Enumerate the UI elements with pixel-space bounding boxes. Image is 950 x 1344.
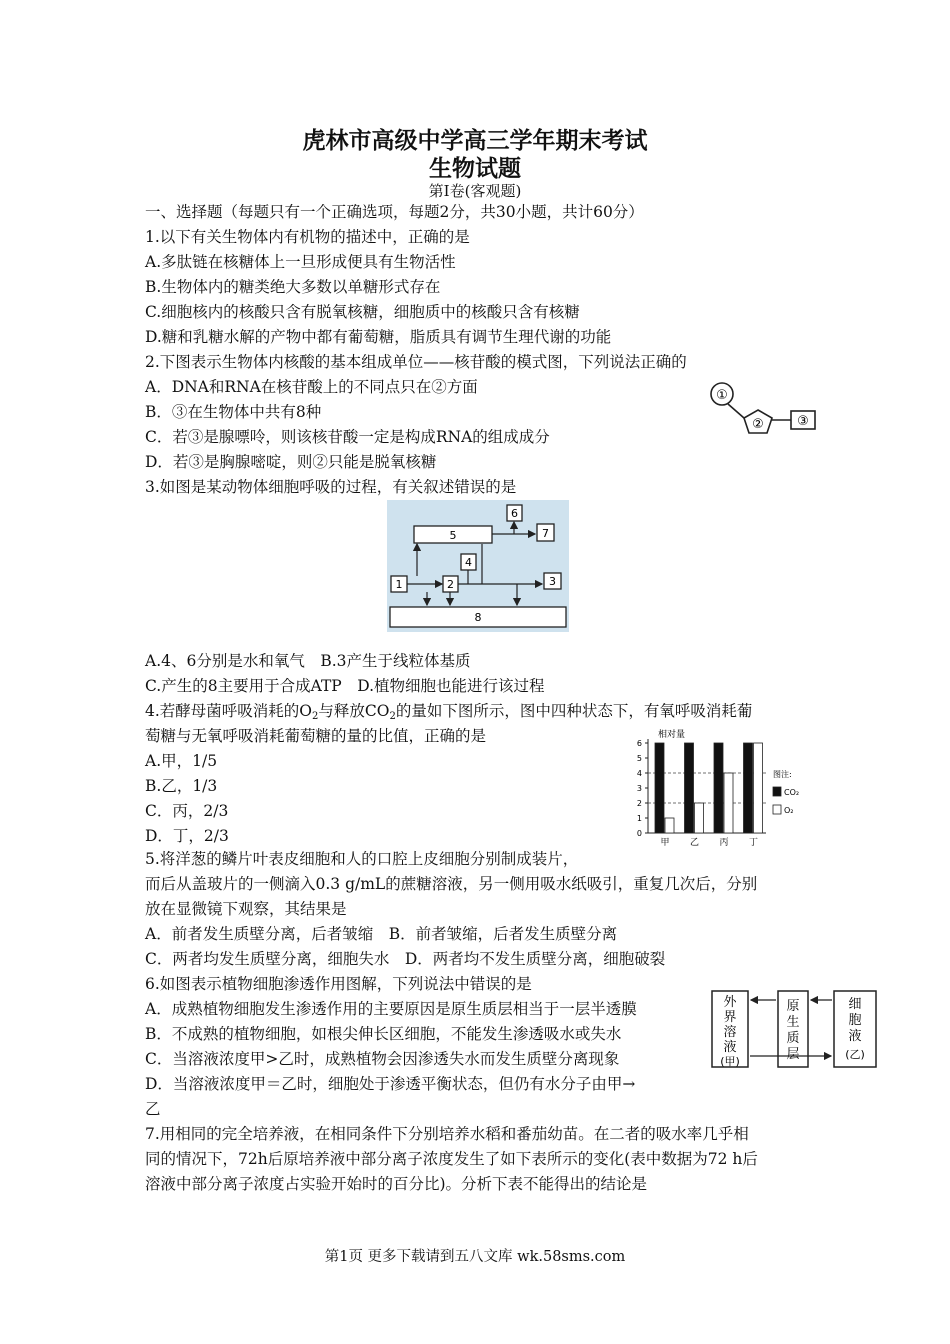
y-tick-label: 4 <box>636 769 642 778</box>
q3-options-line1: A.4、6分别是水和氧气 B.3产生于线粒体基质 <box>145 652 471 670</box>
q4-stem-pre: 4.若酵母菌呼吸消耗的O <box>145 702 312 720</box>
q3-options-line2: C.产生的8主要用于合成ATP D.植物细胞也能进行该过程 <box>145 677 545 695</box>
q5-options-line1: A．前者发生质壁分离，后者皱缩 B．前者皱缩，后者发生质壁分离 <box>145 925 618 943</box>
label-2: ② <box>752 417 764 432</box>
label-1: ① <box>716 388 728 403</box>
q4-stem <box>145 700 752 728</box>
exam-subtitle: 生物试题 <box>429 155 521 182</box>
y-tick-label: 6 <box>636 739 642 748</box>
label-6: 6 <box>511 507 518 520</box>
exam-title: 虎林市高级中学高三学年期末考试 <box>302 127 648 154</box>
q2-option-a: A．DNA和RNA在核苷酸上的不同点只在②方面 <box>145 378 478 396</box>
q6-option-d-tail: 乙 <box>145 1100 161 1118</box>
osmosis-diagram <box>708 988 880 1070</box>
q1-option-c: C.细胞核内的核酸只含有脱氧核糖，细胞质中的核酸只含有核糖 <box>145 303 580 321</box>
legend-swatch <box>773 805 781 814</box>
q2-option-d: D．若③是胸腺嘧啶，则②只能是脱氧核糖 <box>145 453 437 471</box>
q3-stem: 3.如图是某动物体细胞呼吸的过程，有关叙述错误的是 <box>145 478 517 496</box>
legend-title: 图注: <box>773 770 792 779</box>
inner-char: 胞 <box>848 1013 862 1028</box>
y-tick-label: 2 <box>636 799 642 808</box>
middle-char: 生 <box>786 1015 800 1030</box>
label-1: 1 <box>395 578 403 591</box>
outer-char: 外 <box>723 995 737 1010</box>
q2-stem: 2.下图表示生物体内核酸的基本组成单位——核苷酸的模式图，下列说法正确的 <box>145 353 687 371</box>
outer-char: (甲) <box>720 1055 740 1068</box>
legend-label: O₂ <box>784 806 794 815</box>
legend-label: CO₂ <box>784 788 800 797</box>
q1-stem: 1.以下有关生物体内有机物的描述中，正确的是 <box>145 228 470 246</box>
bar-co2 <box>714 743 723 833</box>
outer-char: 界 <box>723 1010 737 1025</box>
q1-option-a: A.多肽链在核糖体上一旦形成便具有生物活性 <box>145 253 456 271</box>
outer-char: 液 <box>723 1040 737 1055</box>
q2-option-c: C．若③是腺嘌呤，则该核苷酸一定是构成RNA的组成成分 <box>145 428 550 446</box>
q4-option-d: D．丁，2/3 <box>145 827 229 845</box>
q4-stem-post: 的量如下图所示，图中四种状态下，有氧呼吸消耗葡 <box>395 702 753 720</box>
x-tick-label: 丙 <box>719 838 729 848</box>
q5-stem-line2: 而后从盖玻片的一侧滴入0.3 g/mL的蔗糖溶液，另一侧用吸水纸吸引，重复几次后，分别 <box>145 875 758 893</box>
q4-option-a: A.甲，1/5 <box>145 752 218 770</box>
middle-char: 原 <box>786 999 800 1014</box>
respiration-diagram <box>387 500 569 632</box>
q6-stem: 6.如图表示植物细胞渗透作用图解，下列说法中错误的是 <box>145 975 532 993</box>
label-4: 4 <box>465 556 472 569</box>
label-8: 8 <box>474 611 482 624</box>
bar-o2 <box>695 803 704 833</box>
label-3: ③ <box>797 414 809 429</box>
q2-option-b: B．③在生物体中共有8种 <box>145 403 322 421</box>
y-tick-label: 1 <box>636 814 642 823</box>
q6-option-d: D．当溶液浓度甲＝乙时，细胞处于渗透平衡状态，但仍有水分子由甲→ <box>145 1075 636 1093</box>
bar-co2 <box>744 743 753 833</box>
y-tick-label: 5 <box>636 754 642 763</box>
q1-option-d: D.糖和乳糖水解的产物中都有葡萄糖，脂质具有调节生理代谢的功能 <box>145 328 612 346</box>
q4-sub: 2 <box>389 711 396 722</box>
bar-o2 <box>724 773 733 833</box>
q7-line1: 7.用相同的完全培养液，在相同条件下分别培养水稻和番茄幼苗。在二者的吸水率几乎相 <box>145 1125 749 1143</box>
q6-option-b: B．不成熟的植物细胞，如根尖伸长区细胞，不能发生渗透吸水或失水 <box>145 1025 622 1043</box>
nucleotide-diagram <box>700 378 825 438</box>
bar-co2 <box>685 743 694 833</box>
middle-char: 质 <box>786 1031 800 1046</box>
q5-stem-line1: 5.将洋葱的鳞片叶表皮细胞和人的口腔上皮细胞分别制成装片， <box>145 850 579 868</box>
x-tick-label: 甲 <box>660 838 670 848</box>
q5-stem-line3: 放在显微镜下观察，其结果是 <box>145 900 347 918</box>
gas-exchange-chart <box>628 725 806 851</box>
chart-title: 相对量 <box>658 730 686 740</box>
instructions: 一、选择题（每题只有一个正确选项，每题2分，共30小题，共计60分） <box>145 203 644 221</box>
y-tick-label: 3 <box>636 784 642 793</box>
bar-o2 <box>754 743 763 833</box>
label-7: 7 <box>542 527 549 540</box>
bond-line <box>728 404 744 418</box>
y-tick-label: 0 <box>636 829 642 838</box>
legend-swatch <box>773 787 781 796</box>
q5-options-line2: C．两者均发生质壁分离，细胞失水 D．两者均不发生质壁分离，细胞破裂 <box>145 950 666 968</box>
q6-option-a: A．成熟植物细胞发生渗透作用的主要原因是原生质层相当于一层半透膜 <box>145 1000 637 1018</box>
label-2: 2 <box>447 578 454 591</box>
q4-option-b: B.乙，1/3 <box>145 777 218 795</box>
label-5: 5 <box>449 529 457 542</box>
middle-char: 层 <box>786 1047 800 1062</box>
q7-line2: 同的情况下，72h后原培养液中部分离子浓度发生了如下表所示的变化(表中数据为72 h后 <box>145 1150 758 1168</box>
bar-o2 <box>665 818 674 833</box>
page-footer: 第1页 更多下载请到五八文库 wk.58sms.com <box>324 1249 626 1265</box>
bar-co2 <box>655 743 664 833</box>
q4-option-c: C．丙，2/3 <box>145 802 229 820</box>
q4-stem-mid: 与释放CO <box>318 702 390 720</box>
section-heading: 第Ⅰ卷(客观题) <box>428 182 522 200</box>
outer-char: 溶 <box>723 1025 737 1040</box>
q4-sub: 2 <box>312 711 319 722</box>
q4-stem-line2: 萄糖与无氧呼吸消耗葡萄糖的量的比值，正确的是 <box>145 727 487 745</box>
inner-char: 细 <box>848 997 862 1012</box>
inner-char: 液 <box>848 1029 862 1044</box>
q6-option-c: C．当溶液浓度甲>乙时，成熟植物会因渗透失水而发生质壁分离现象 <box>145 1050 620 1068</box>
x-tick-label: 乙 <box>689 838 700 848</box>
q1-option-b: B.生物体内的糖类绝大多数以单糖形式存在 <box>145 278 441 296</box>
q7-line3: 溶液中部分离子浓度占实验开始时的百分比)。分析下表不能得出的结论是 <box>145 1175 648 1193</box>
x-tick-label: 丁 <box>748 838 759 848</box>
inner-char: (乙) <box>845 1048 865 1061</box>
label-3: 3 <box>549 575 556 588</box>
